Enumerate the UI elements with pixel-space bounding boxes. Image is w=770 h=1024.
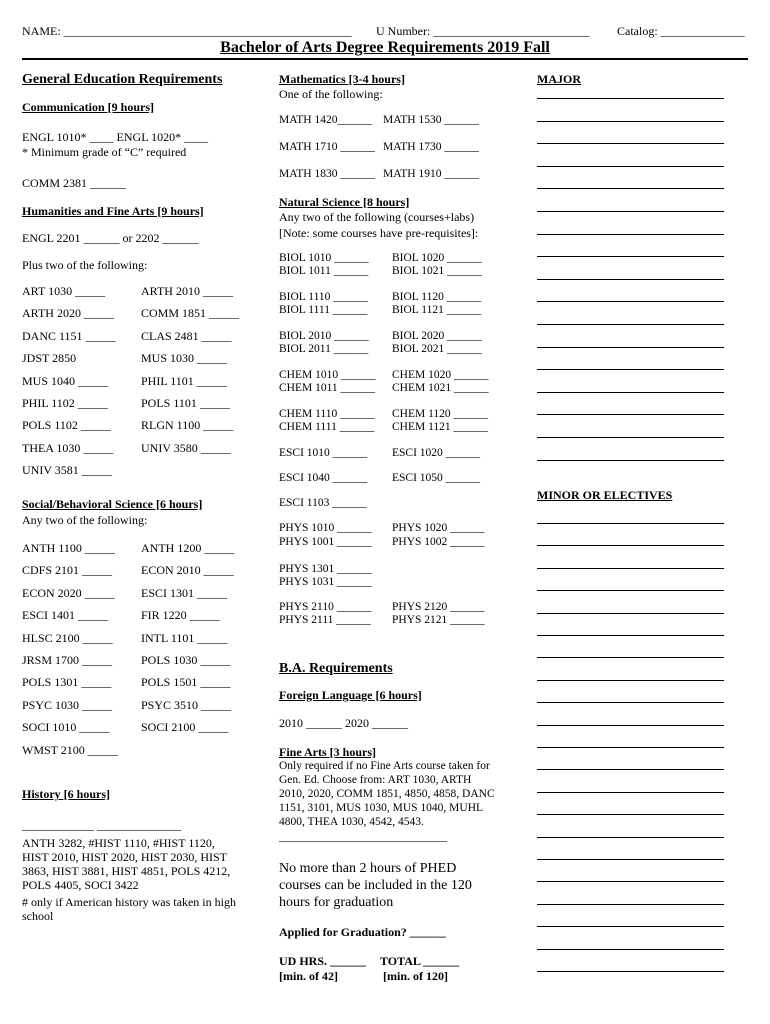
course-line-anth-1200[interactable]: ANTH 1200 _____ [141, 541, 235, 555]
course-line-biol-1111[interactable]: BIOL 1111 ______ [279, 304, 368, 316]
minor-blank-line-20[interactable] [537, 949, 724, 950]
minor-blank-line-10[interactable] [537, 725, 724, 726]
course-line-phil-1101[interactable]: PHIL 1101 _____ [141, 373, 227, 388]
course-line-pols-1102[interactable]: POLS 1102 _____ [22, 418, 111, 433]
phed-note: No more than 2 hours of PHED courses can be included in the 120 hours for graduation [279, 861, 472, 910]
course-line-math-1830[interactable]: MATH 1830 ______ [279, 168, 375, 180]
humanities-heading: Humanities and Fine Arts [9 hours] [22, 204, 204, 218]
total-hours-field[interactable]: TOTAL ______ [380, 954, 460, 968]
comm-2381-line[interactable]: COMM 2381 ______ [22, 176, 127, 190]
u-number-field[interactable]: U Number: __________________________ [376, 24, 590, 38]
minor-blank-line-12[interactable] [537, 769, 724, 770]
fine-arts-text: Only required if no Fine Arts course taken for Gen. Ed. Choose from: ART 1030, ARTH 2010, 2020, COMM 1851, 4850, 4858, DANC 1151, 3101, MUS 1030, MUS 1040, MUHL 4800, THEA 1030, 4542, 4543. [279, 760, 495, 828]
social-science-sub: Any two of the following: [22, 513, 148, 527]
course-line-biol-2010[interactable]: BIOL 2010 ______ [279, 330, 369, 342]
major-blank-line-15[interactable] [537, 414, 724, 415]
engl-2201-line[interactable]: ENGL 2201 ______ or 2202 ______ [22, 231, 199, 245]
course-line-art-1030[interactable]: ART 1030 _____ [22, 284, 106, 298]
major-blank-line-12[interactable] [537, 347, 724, 348]
title-rule [22, 58, 748, 60]
phys-1020-line[interactable]: PHYS 1020 ______ [392, 522, 485, 534]
course-line-pols-1101[interactable]: POLS 1101 _____ [141, 396, 230, 410]
phys-1031-line[interactable]: PHYS 1031 ______ [279, 576, 372, 588]
minor-blank-line-21[interactable] [537, 971, 724, 972]
phys-2111-line[interactable]: PHYS 2111 ______ [279, 614, 371, 626]
total-hours-min: [min. of 120] [383, 969, 448, 983]
major-blank-line-5[interactable] [537, 188, 724, 189]
minor-blank-line-9[interactable] [537, 702, 724, 703]
social-science-heading: Social/Behavioral Science [6 hours] [22, 497, 203, 511]
phys-2110-line[interactable]: PHYS 2110 ______ [279, 601, 372, 613]
fine-arts-blank[interactable]: ____________________________ [279, 829, 447, 843]
phys-2120-line[interactable]: PHYS 2120 ______ [392, 601, 485, 613]
major-blank-line-11[interactable] [537, 324, 724, 325]
major-blank-line-1[interactable] [537, 98, 724, 99]
course-line-intl-1101[interactable]: INTL 1101 _____ [141, 630, 228, 645]
course-line-chem-1021[interactable]: CHEM 1021 ______ [392, 382, 489, 394]
course-line-arth-2020[interactable]: ARTH 2020 _____ [22, 306, 114, 321]
course-line-psyc-1030[interactable]: PSYC 1030 _____ [22, 697, 113, 712]
engl-1010-1020-line[interactable]: ENGL 1010* ____ ENGL 1020* ____ [22, 130, 209, 144]
phys-1010-line[interactable]: PHYS 1010 ______ [279, 522, 372, 534]
esci-1010-line[interactable]: ESCI 1010 ______ [279, 447, 368, 459]
course-line-danc-1151[interactable]: DANC 1151 _____ [22, 328, 116, 343]
major-blank-line-14[interactable] [537, 392, 724, 393]
course-line-chem-1011[interactable]: CHEM 1011 ______ [279, 382, 376, 394]
major-blank-line-16[interactable] [537, 437, 724, 438]
foreign-language-heading: Foreign Language [6 hours] [279, 688, 422, 702]
natural-science-sub-2: [Note: some courses have pre-requisites]: [279, 226, 479, 240]
minor-blank-line-5[interactable] [537, 613, 724, 614]
major-blank-line-8[interactable] [537, 256, 724, 257]
course-line-biol-2021[interactable]: BIOL 2021 ______ [392, 343, 482, 355]
course-line-math-1910[interactable]: MATH 1910 ______ [383, 168, 479, 180]
course-line-pols-1301[interactable]: POLS 1301 _____ [22, 675, 112, 690]
engl-grade-note: * Minimum grade of “C” required [22, 145, 187, 159]
course-line-chem-1120[interactable]: CHEM 1120 ______ [392, 408, 489, 420]
course-line-cdfs-2101[interactable]: CDFS 2101 _____ [22, 563, 113, 578]
course-line-univ-3581[interactable]: UNIV 3581 _____ [22, 463, 112, 478]
foreign-language-line[interactable]: 2010 ______ 2020 ______ [279, 716, 408, 730]
history-course-list: ANTH 3282, #HIST 1110, #HIST 1120, HIST 2010, HIST 2020, HIST 2030, HIST 3863, HIST 3881, HIST 4851, POLS 4212, POLS 4405, SOCI 3422 [22, 836, 231, 892]
major-blank-line-7[interactable] [537, 234, 724, 235]
name-field[interactable]: NAME: ________________________________________________ [22, 24, 352, 38]
course-line-comm-1851[interactable]: COMM 1851 _____ [141, 306, 240, 321]
gened-heading: General Education Requirements [22, 72, 223, 87]
course-line-pols-1501[interactable]: POLS 1501 _____ [141, 675, 231, 690]
major-blank-line-10[interactable] [537, 301, 724, 302]
course-line-math-1530[interactable]: MATH 1530 ______ [383, 114, 479, 126]
major-heading: MAJOR [537, 72, 581, 86]
course-line-clas-2481[interactable]: CLAS 2481 _____ [141, 328, 232, 343]
natural-science-sub-1: Any two of the following (courses+labs) [279, 210, 475, 224]
course-line-pols-1030[interactable]: POLS 1030 _____ [141, 653, 231, 667]
page-title: Bachelor of Arts Degree Requirements 2019 Fall [220, 39, 550, 56]
course-line-math-1420[interactable]: MATH 1420______ [279, 114, 372, 126]
phys-2121-line[interactable]: PHYS 2121 ______ [392, 614, 485, 626]
course-line-esci-1301[interactable]: ESCI 1301 _____ [141, 585, 228, 600]
minor-blank-line-15[interactable] [537, 837, 724, 838]
communication-heading: Communication [9 hours] [22, 100, 155, 114]
course-line-chem-1111[interactable]: CHEM 1111 ______ [279, 421, 375, 433]
course-line-econ-2020[interactable]: ECON 2020 _____ [22, 585, 115, 600]
course-line-math-1730[interactable]: MATH 1730 ______ [383, 141, 479, 153]
course-line-econ-2010[interactable]: ECON 2010 _____ [141, 563, 234, 578]
course-line-chem-1121[interactable]: CHEM 1121 ______ [392, 421, 489, 433]
course-line-soci-2100[interactable]: SOCI 2100 _____ [141, 720, 229, 735]
phys-1002-line[interactable]: PHYS 1002 ______ [392, 536, 485, 548]
history-heading: History [6 hours] [22, 787, 110, 801]
course-line-univ-3580[interactable]: UNIV 3580 _____ [141, 440, 231, 455]
esci-1050-line[interactable]: ESCI 1050 ______ [392, 472, 481, 484]
major-blank-line-9[interactable] [537, 279, 724, 280]
applied-for-graduation[interactable]: Applied for Graduation? ______ [279, 925, 446, 939]
ba-requirements-heading: B.A. Requirements [279, 661, 393, 676]
major-blank-line-2[interactable] [537, 121, 724, 122]
major-blank-line-17[interactable] [537, 460, 724, 461]
course-line-fir-1220[interactable]: FIR 1220 _____ [141, 608, 220, 623]
course-line-mus-1040[interactable]: MUS 1040 _____ [22, 373, 109, 388]
minor-blank-line-7[interactable] [537, 657, 724, 658]
course-line-thea-1030[interactable]: THEA 1030 _____ [22, 440, 114, 455]
major-blank-line-4[interactable] [537, 166, 724, 167]
course-line-wmst-2100[interactable]: WMST 2100 _____ [22, 742, 118, 757]
course-line-phil-1102[interactable]: PHIL 1102 _____ [22, 396, 108, 410]
minor-blank-line-19[interactable] [537, 926, 724, 927]
history-blanks[interactable]: ____________ ______________ [22, 818, 181, 832]
course-line-biol-1021[interactable]: BIOL 1021 ______ [392, 265, 482, 277]
course-line-biol-1010[interactable]: BIOL 1010 ______ [279, 252, 369, 264]
course-line-chem-1020[interactable]: CHEM 1020 ______ [392, 369, 489, 381]
course-line-math-1710[interactable]: MATH 1710 ______ [279, 141, 375, 153]
course-line-mus-1030[interactable]: MUS 1030 _____ [141, 351, 228, 366]
fine-arts-heading: Fine Arts [3 hours] [279, 745, 376, 759]
minor-blank-line-1[interactable] [537, 523, 724, 524]
course-line-psyc-3510[interactable]: PSYC 3510 _____ [141, 697, 232, 712]
course-line-biol-2020[interactable]: BIOL 2020 ______ [392, 330, 482, 342]
minor-blank-line-14[interactable] [537, 814, 724, 815]
course-line-biol-1020[interactable]: BIOL 1020 ______ [392, 252, 482, 264]
minor-blank-line-2[interactable] [537, 545, 724, 546]
minor-blank-line-3[interactable] [537, 568, 724, 569]
course-line-biol-1120[interactable]: BIOL 1120 ______ [392, 291, 482, 303]
course-line-jdst-2850[interactable]: JDST 2850 [22, 351, 77, 366]
natural-science-heading: Natural Science [8 hours] [279, 195, 410, 209]
course-line-biol-1110[interactable]: BIOL 1110 ______ [279, 291, 368, 303]
ud-hours-field[interactable]: UD HRS. ______ [279, 954, 367, 968]
history-note: # only if American history was taken in high school [22, 895, 236, 923]
minor-blank-line-13[interactable] [537, 792, 724, 793]
course-line-chem-1010[interactable]: CHEM 1010 ______ [279, 369, 376, 381]
plus-two-text: Plus two of the following: [22, 258, 148, 272]
course-line-arth-2010[interactable]: ARTH 2010 _____ [141, 284, 233, 298]
major-blank-line-3[interactable] [537, 143, 724, 144]
catalog-field[interactable]: Catalog: ______________ [617, 24, 745, 38]
minor-blank-line-4[interactable] [537, 590, 724, 591]
course-line-biol-1011[interactable]: BIOL 1011 ______ [279, 265, 369, 277]
minor-blank-line-8[interactable] [537, 680, 724, 681]
course-line-biol-1121[interactable]: BIOL 1121 ______ [392, 304, 482, 316]
math-heading: Mathematics [3-4 hours] [279, 72, 405, 86]
esci-1040-line[interactable]: ESCI 1040 ______ [279, 472, 368, 484]
minor-blank-line-18[interactable] [537, 904, 724, 905]
esci-1020-line[interactable]: ESCI 1020 ______ [392, 447, 481, 459]
minor-blank-line-17[interactable] [537, 881, 724, 882]
minor-heading: MINOR OR ELECTIVES [537, 488, 673, 502]
course-line-biol-2011[interactable]: BIOL 2011 ______ [279, 343, 369, 355]
phys-1301-line[interactable]: PHYS 1301 ______ [279, 563, 372, 575]
course-line-jrsm-1700[interactable]: JRSM 1700 _____ [22, 653, 113, 667]
course-line-esci-1401[interactable]: ESCI 1401 _____ [22, 608, 109, 623]
course-line-anth-1100[interactable]: ANTH 1100 _____ [22, 541, 115, 555]
minor-blank-line-16[interactable] [537, 859, 724, 860]
ud-hours-min: [min. of 42] [279, 969, 338, 983]
phys-1001-line[interactable]: PHYS 1001 ______ [279, 536, 372, 548]
major-blank-line-6[interactable] [537, 211, 724, 212]
math-sub: One of the following: [279, 87, 383, 101]
minor-blank-line-6[interactable] [537, 635, 724, 636]
minor-blank-line-11[interactable] [537, 747, 724, 748]
course-line-chem-1110[interactable]: CHEM 1110 ______ [279, 408, 375, 420]
course-line-hlsc-2100[interactable]: HLSC 2100 _____ [22, 630, 113, 645]
esci-1103-line[interactable]: ESCI 1103 ______ [279, 497, 367, 509]
course-line-rlgn-1100[interactable]: RLGN 1100 _____ [141, 418, 234, 433]
course-line-soci-1010[interactable]: SOCI 1010 _____ [22, 720, 110, 735]
major-blank-line-13[interactable] [537, 369, 724, 370]
